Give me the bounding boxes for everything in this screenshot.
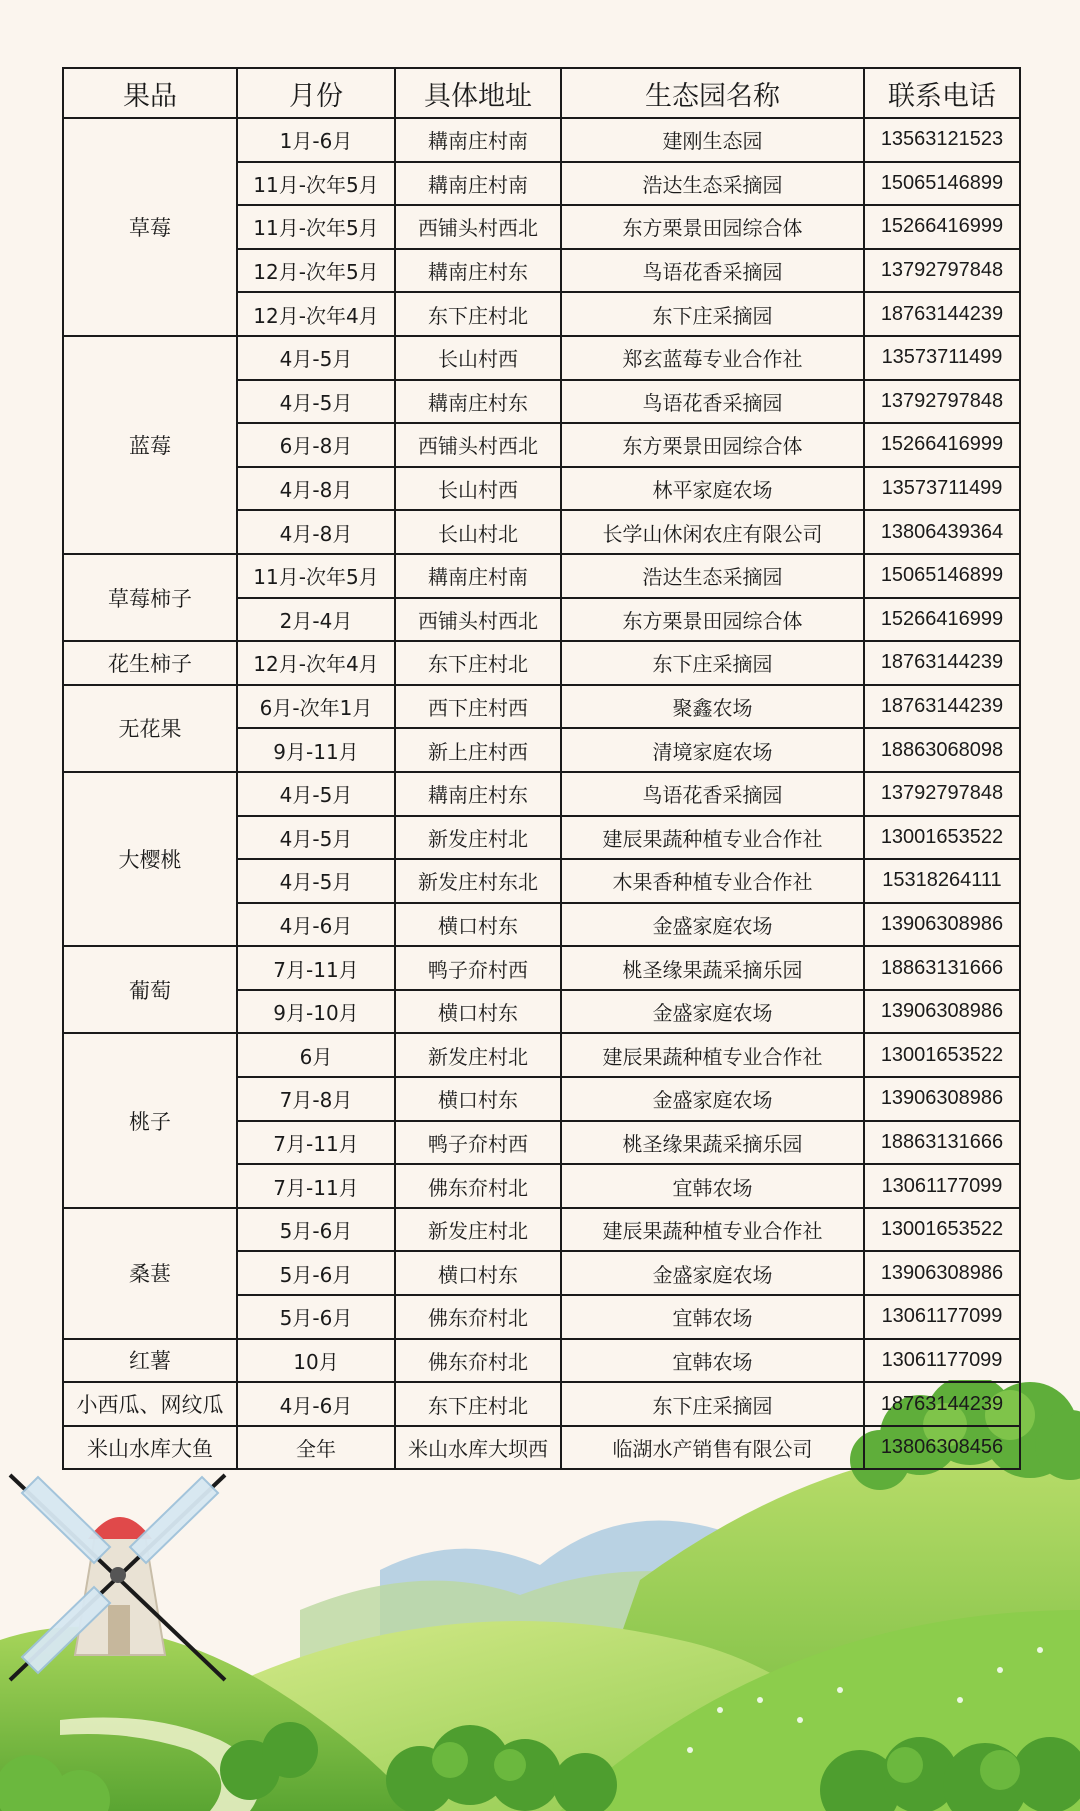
phone-cell: 13061177099 [864,1295,1020,1339]
phone-cell: 13573711499 [864,336,1020,380]
phone-cell: 13001653522 [864,1033,1020,1077]
table-row [63,685,1020,729]
month-cell: 5月-6月 [237,1251,395,1295]
month-cell: 4月-5月 [237,380,395,424]
park-name-cell: 鸟语花香采摘园 [561,380,864,424]
address-cell: 横口村东 [395,1077,561,1121]
park-name-cell: 长学山休闲农庄有限公司 [561,510,864,554]
phone-cell: 15065146899 [864,554,1020,598]
address-cell: 新发庄村北 [395,816,561,860]
address-cell: 西铺头村西北 [395,205,561,249]
address-cell: 耩南庄村南 [395,118,561,162]
month-cell: 11月-次年5月 [237,162,395,206]
month-cell: 9月-11月 [237,728,395,772]
month-cell: 7月-8月 [237,1077,395,1121]
address-cell: 东下庄村北 [395,292,561,336]
table-row [63,554,1020,598]
park-name-cell: 金盛家庭农场 [561,1077,864,1121]
address-cell: 横口村东 [395,903,561,947]
address-cell: 耩南庄村东 [395,772,561,816]
phone-cell: 13061177099 [864,1339,1020,1383]
park-name-cell: 东方栗景田园综合体 [561,423,864,467]
phone-cell: 18763144239 [864,1382,1020,1426]
phone-cell: 13573711499 [864,467,1020,511]
address-cell: 耩南庄村南 [395,162,561,206]
harvest-table-container [62,67,1019,1470]
park-name-cell: 宜韩农场 [561,1164,864,1208]
address-cell: 横口村东 [395,990,561,1034]
park-name-cell: 清境家庭农场 [561,728,864,772]
park-name-cell: 东下庄采摘园 [561,292,864,336]
phone-cell: 13001653522 [864,1208,1020,1252]
phone-cell: 15318264111 [864,859,1020,903]
address-cell: 耩南庄村东 [395,380,561,424]
table-row [63,1208,1020,1252]
table-row [63,772,1020,816]
phone-cell: 13906308986 [864,990,1020,1034]
park-name-cell: 木果香种植专业合作社 [561,859,864,903]
park-name-cell: 浩达生态采摘园 [561,554,864,598]
month-cell: 4月-5月 [237,859,395,903]
address-cell: 东下庄村北 [395,641,561,685]
fruit-cell: 米山水库大鱼 [63,1426,237,1470]
address-cell: 耩南庄村南 [395,554,561,598]
fruit-cell: 无花果 [63,685,237,772]
address-cell: 佛东夼村北 [395,1295,561,1339]
phone-cell: 13792797848 [864,380,1020,424]
month-cell: 12月-次年5月 [237,249,395,293]
park-name-cell: 东方栗景田园综合体 [561,598,864,642]
park-name-cell: 东下庄采摘园 [561,1382,864,1426]
address-cell: 鸭子夼村西 [395,946,561,990]
phone-cell: 13906308986 [864,903,1020,947]
month-cell: 5月-6月 [237,1208,395,1252]
month-cell: 4月-5月 [237,336,395,380]
table-body [63,118,1020,1469]
fruit-cell: 草莓柿子 [63,554,237,641]
park-name-cell: 建刚生态园 [561,118,864,162]
park-name-cell: 郑玄蓝莓专业合作社 [561,336,864,380]
month-cell: 全年 [237,1426,395,1470]
address-cell: 佛东夼村北 [395,1164,561,1208]
address-cell: 西铺头村西北 [395,423,561,467]
month-cell: 12月-次年4月 [237,292,395,336]
table-row [63,946,1020,990]
park-name-cell: 金盛家庭农场 [561,1251,864,1295]
phone-cell: 18863131666 [864,1121,1020,1165]
fruit-cell: 草莓 [63,118,237,336]
phone-cell: 18863068098 [864,728,1020,772]
fruit-cell: 桑葚 [63,1208,237,1339]
table-row [63,336,1020,380]
month-cell: 9月-10月 [237,990,395,1034]
table-header-row [63,68,1020,118]
month-cell: 4月-8月 [237,510,395,554]
header-park-name: 生态园名称 [561,68,864,118]
table-row [63,118,1020,162]
month-cell: 7月-11月 [237,1121,395,1165]
month-cell: 1月-6月 [237,118,395,162]
address-cell: 横口村东 [395,1251,561,1295]
park-name-cell: 建辰果蔬种植专业合作社 [561,816,864,860]
phone-cell: 13563121523 [864,118,1020,162]
phone-cell: 13806308456 [864,1426,1020,1470]
header-month: 月份 [237,68,395,118]
month-cell: 11月-次年5月 [237,205,395,249]
month-cell: 7月-11月 [237,946,395,990]
phone-cell: 13906308986 [864,1251,1020,1295]
month-cell: 12月-次年4月 [237,641,395,685]
month-cell: 11月-次年5月 [237,554,395,598]
table-row [63,1033,1020,1077]
phone-cell: 13792797848 [864,772,1020,816]
park-name-cell: 建辰果蔬种植专业合作社 [561,1033,864,1077]
park-name-cell: 聚鑫农场 [561,685,864,729]
park-name-cell: 鸟语花香采摘园 [561,772,864,816]
address-cell: 新发庄村东北 [395,859,561,903]
park-name-cell: 鸟语花香采摘园 [561,249,864,293]
park-name-cell: 林平家庭农场 [561,467,864,511]
month-cell: 6月 [237,1033,395,1077]
address-cell: 耩南庄村东 [395,249,561,293]
table-row [63,1382,1020,1426]
phone-cell: 13001653522 [864,816,1020,860]
park-name-cell: 桃圣缘果蔬采摘乐园 [561,946,864,990]
address-cell: 长山村西 [395,336,561,380]
park-name-cell: 桃圣缘果蔬采摘乐园 [561,1121,864,1165]
phone-cell: 13806439364 [864,510,1020,554]
phone-cell: 18763144239 [864,641,1020,685]
park-name-cell: 东方栗景田园综合体 [561,205,864,249]
address-cell: 佛东夼村北 [395,1339,561,1383]
table-row [63,1339,1020,1383]
windmill-illustration [0,1455,240,1695]
address-cell: 新发庄村北 [395,1208,561,1252]
month-cell: 4月-5月 [237,772,395,816]
fruit-cell: 花生柿子 [63,641,237,685]
month-cell: 2月-4月 [237,598,395,642]
month-cell: 4月-6月 [237,903,395,947]
phone-cell: 18763144239 [864,292,1020,336]
month-cell: 4月-8月 [237,467,395,511]
fruit-cell: 小西瓜、网纹瓜 [63,1382,237,1426]
fruit-cell: 葡萄 [63,946,237,1033]
address-cell: 长山村西 [395,467,561,511]
park-name-cell: 金盛家庭农场 [561,990,864,1034]
address-cell: 米山水库大坝西 [395,1426,561,1470]
month-cell: 6月-8月 [237,423,395,467]
month-cell: 6月-次年1月 [237,685,395,729]
phone-cell: 18863131666 [864,946,1020,990]
harvest-table [62,67,1021,1470]
phone-cell: 13906308986 [864,1077,1020,1121]
park-name-cell: 宜韩农场 [561,1295,864,1339]
address-cell: 东下庄村北 [395,1382,561,1426]
month-cell: 4月-5月 [237,816,395,860]
address-cell: 西下庄村西 [395,685,561,729]
fruit-cell: 大樱桃 [63,772,237,946]
address-cell: 新发庄村北 [395,1033,561,1077]
address-cell: 长山村北 [395,510,561,554]
month-cell: 4月-6月 [237,1382,395,1426]
address-cell: 鸭子夼村西 [395,1121,561,1165]
phone-cell: 13061177099 [864,1164,1020,1208]
phone-cell: 15065146899 [864,162,1020,206]
park-name-cell: 金盛家庭农场 [561,903,864,947]
fruit-cell: 蓝莓 [63,336,237,554]
header-phone: 联系电话 [864,68,1020,118]
park-name-cell: 东下庄采摘园 [561,641,864,685]
phone-cell: 15266416999 [864,205,1020,249]
phone-cell: 15266416999 [864,423,1020,467]
header-address: 具体地址 [395,68,561,118]
month-cell: 7月-11月 [237,1164,395,1208]
address-cell: 新上庄村西 [395,728,561,772]
phone-cell: 18763144239 [864,685,1020,729]
month-cell: 10月 [237,1339,395,1383]
header-fruit: 果品 [63,68,237,118]
month-cell: 5月-6月 [237,1295,395,1339]
fruit-cell: 红薯 [63,1339,237,1383]
phone-cell: 15266416999 [864,598,1020,642]
table-row [63,641,1020,685]
phone-cell: 13792797848 [864,249,1020,293]
park-name-cell: 建辰果蔬种植专业合作社 [561,1208,864,1252]
park-name-cell: 宜韩农场 [561,1339,864,1383]
park-name-cell: 临湖水产销售有限公司 [561,1426,864,1470]
park-name-cell: 浩达生态采摘园 [561,162,864,206]
address-cell: 西铺头村西北 [395,598,561,642]
fruit-cell: 桃子 [63,1033,237,1207]
